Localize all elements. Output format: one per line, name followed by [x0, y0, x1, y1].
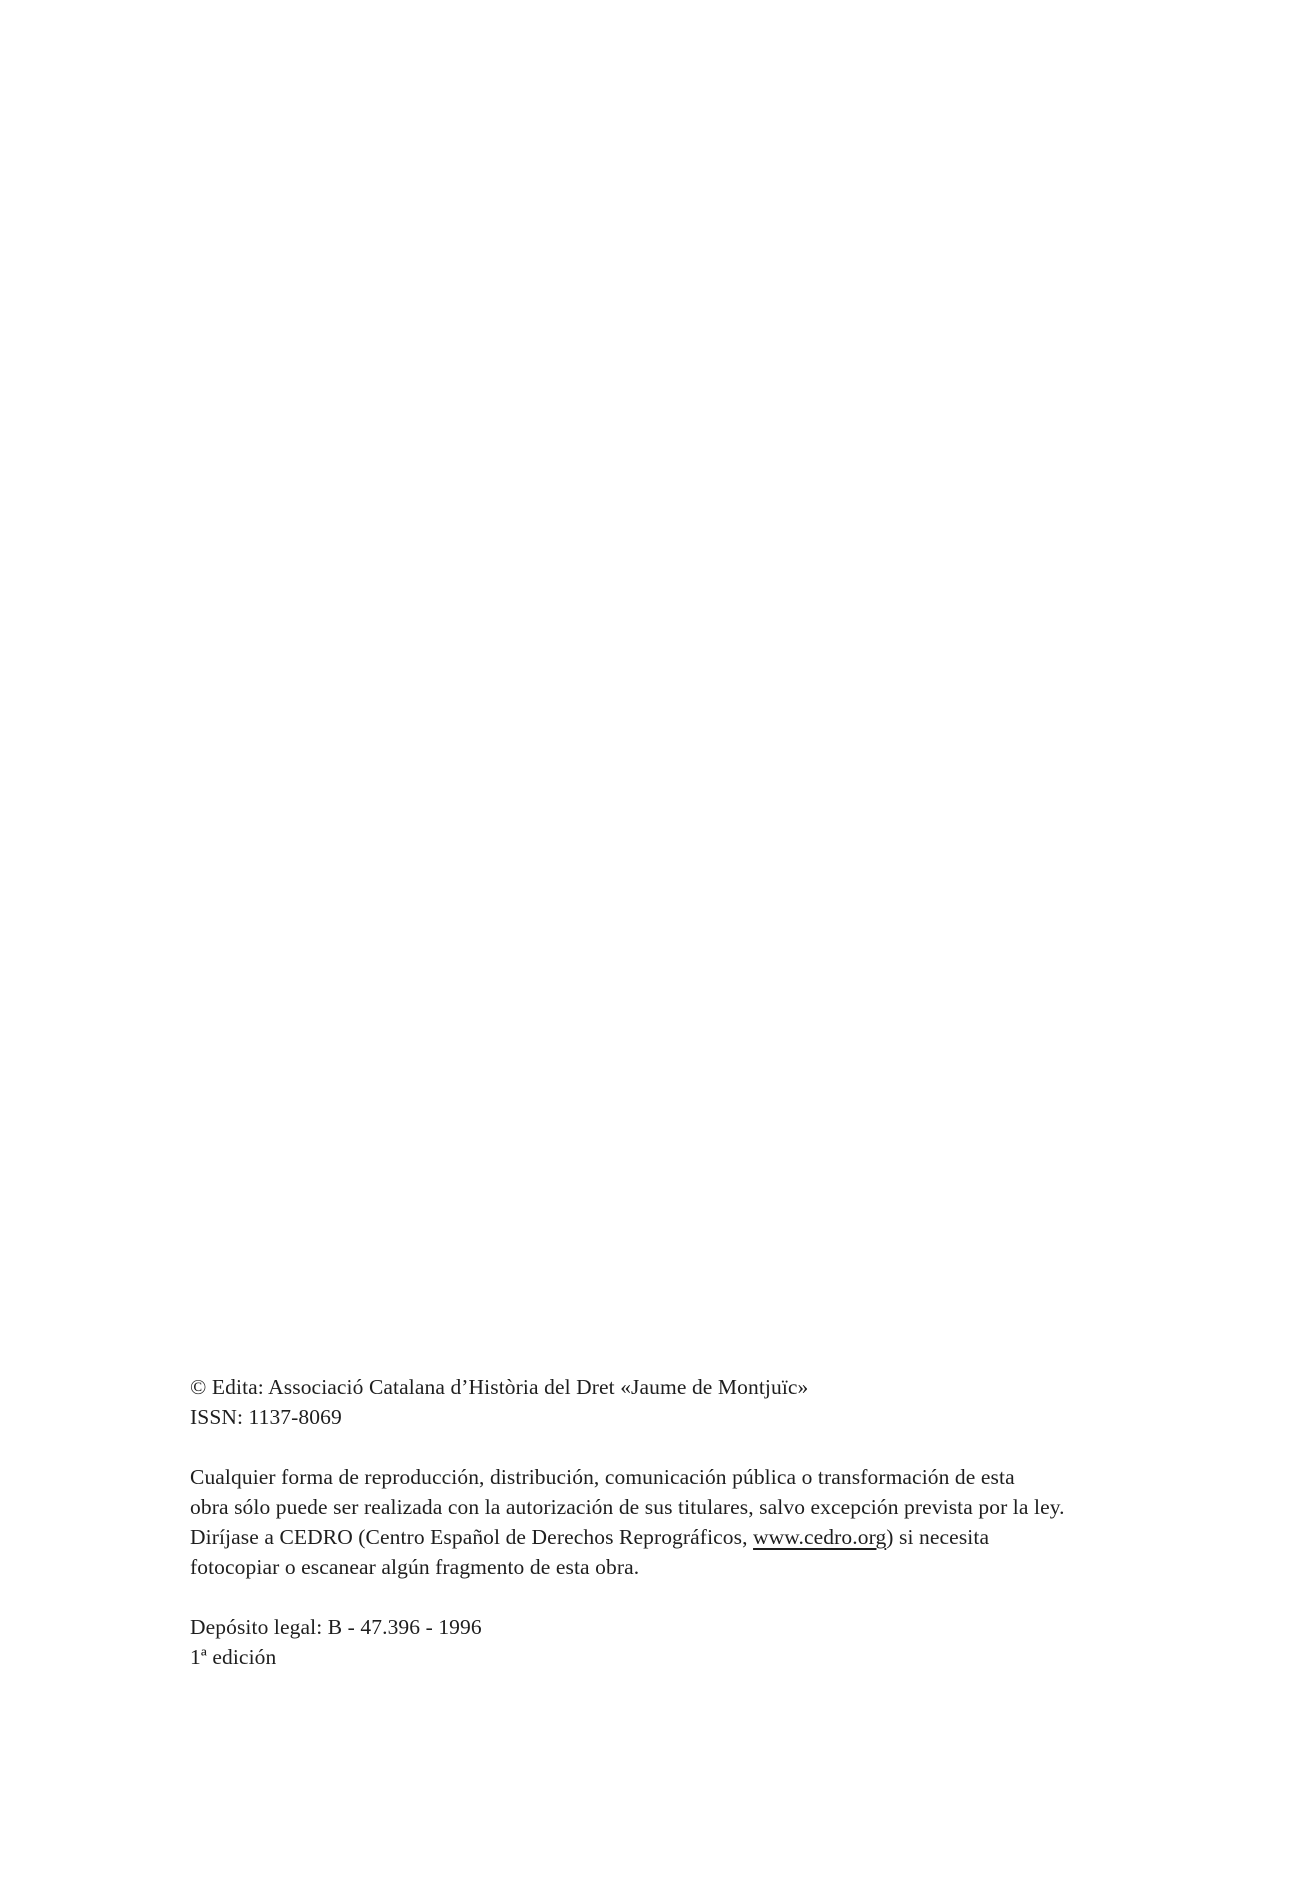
rights-line-4: fotocopiar o escanear algún fragmento de esta obra.	[190, 1555, 640, 1579]
rights-line-1: Cualquier forma de reproducción, distribución, comunicación pública o transformación de esta	[190, 1465, 1015, 1489]
edicion-line: 1ª edición	[190, 1645, 277, 1669]
issn-line: ISSN: 1137-8069	[190, 1405, 342, 1429]
cedro-link[interactable]: www.cedro.org	[753, 1525, 887, 1549]
rights-line-3-pre: Diríjase a CEDRO (Centro Español de Derechos Reprográficos,	[190, 1525, 754, 1549]
legal-block	[190, 1612, 1210, 1672]
rights-line-3-post: ) si necesita	[886, 1525, 990, 1549]
colophon-block	[190, 1372, 1210, 1672]
rights-line-2: obra sólo puede ser realizada con la autorización de sus titulares, salvo excepción prevista por la ley.	[190, 1495, 1065, 1519]
rights-line-3	[190, 1522, 1210, 1552]
deposito-legal-line: Depósito legal: B - 47.396 - 1996	[190, 1615, 482, 1639]
rights-paragraph	[190, 1462, 1210, 1582]
edita-publisher-line: © Edita: Associació Catalana d’Història del Dret «Jaume de Montjuïc»	[190, 1375, 809, 1399]
